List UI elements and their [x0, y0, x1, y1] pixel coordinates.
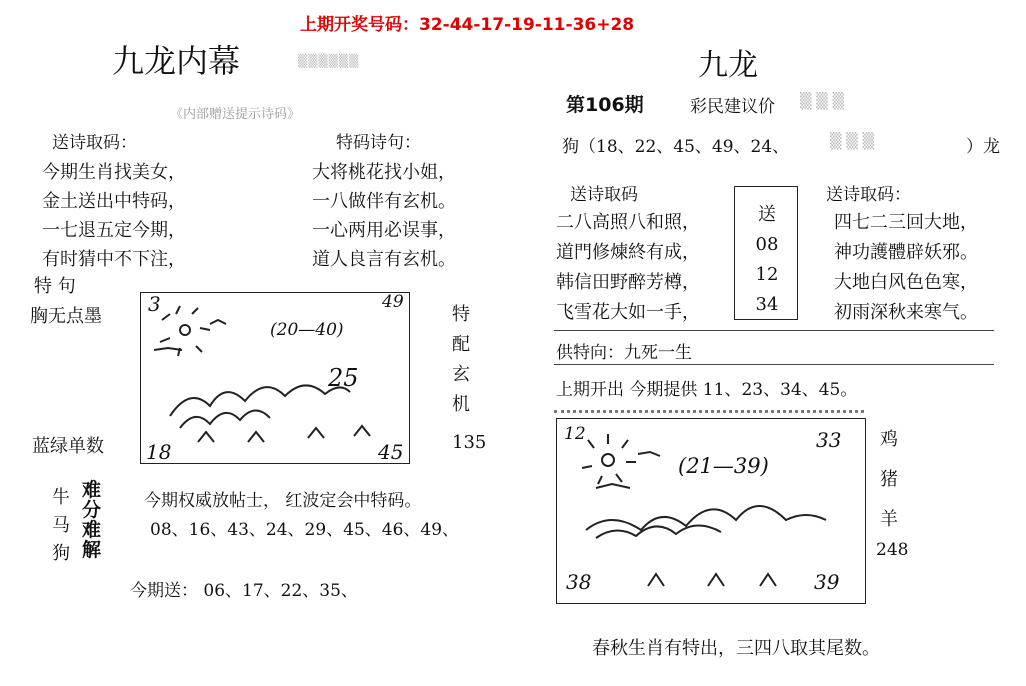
left-subtitle: 《内部赠送提示诗码》 [170, 107, 301, 122]
special-line: 胸无点墨 [30, 306, 102, 327]
dog-dragon-line-end: ）龙 [966, 137, 1000, 157]
poem-line: 一心两用必误事， [312, 220, 456, 241]
box-number-tl: 3 [148, 292, 161, 316]
special-title: 特 句 [34, 276, 76, 297]
left-poem-b [312, 158, 456, 274]
blue-green-label: 蓝绿单数 [32, 436, 104, 457]
dog-dragon-line-faint: ▒ ▒ ▒ [830, 132, 875, 150]
left-side-vertical: 特 配 玄 机 [452, 304, 470, 415]
right-poem-a-label: 送诗取码 [570, 185, 638, 205]
right-sketch-drawing [556, 418, 864, 602]
last-period-line: 上期开出 今期提供 11、23、34、45。 [556, 380, 858, 400]
box-number-tr: 33 [816, 428, 842, 452]
box-range: (20—40) [270, 320, 344, 340]
right-title: 九龙 [698, 48, 758, 83]
box-number-mid: 25 [328, 364, 359, 392]
gong-line: 供特向：九死一生 [556, 343, 692, 363]
box-number-tl: 12 [564, 424, 586, 444]
poem-line: 四七二三回大地， [834, 212, 978, 233]
issue-number: 第106期 [566, 94, 644, 116]
right-side-vertical: 鸡 猪 羊 [880, 429, 898, 530]
poem-line: 初雨深秋来寒气。 [834, 302, 978, 323]
box-number-br: 45 [378, 440, 404, 464]
right-poem-b [834, 208, 978, 328]
left-poem-a [42, 158, 186, 274]
poem-line: 一八做伴有玄机。 [312, 191, 456, 212]
right-poem-b-label: 送诗取码： [826, 185, 911, 205]
number-248: 248 [876, 540, 909, 560]
left-sketch-drawing [140, 292, 408, 462]
left-poem-a-label: 送诗取码： [52, 133, 137, 153]
poem-line: 神功護體辟妖邪。 [834, 242, 978, 263]
left-title: 九龙内幕 [112, 42, 241, 80]
poem-line: 大地白风色色寒， [834, 272, 978, 293]
box-number-br: 39 [814, 570, 840, 594]
poem-line: 今期生肖找美女， [42, 162, 186, 183]
number-list: 08、16、43、24、29、45、46、49、 [150, 520, 460, 540]
box-range: (21—39) [678, 454, 769, 478]
divider-line [554, 364, 994, 365]
poem-line: 飞雪花大如一手， [556, 302, 700, 323]
authority-line: 今期权威放帖士， 红波定会中特码。 [144, 491, 422, 511]
issue-text-faint: ▒ ▒ ▒ [800, 92, 845, 110]
number-135: 135 [452, 432, 487, 453]
poem-line: 大将桃花找小姐， [312, 162, 456, 183]
footer-line: 春秋生肖有特出，三四八取其尾数。 [592, 638, 880, 659]
issue-text: 彩民建议价 [690, 97, 775, 117]
zodiac-column: 牛 马 狗 [52, 487, 70, 564]
left-poem-b-label: 特码诗句： [336, 133, 421, 153]
poem-line: 道人良言有玄机。 [312, 249, 456, 270]
poem-line: 道門修煉終有成， [556, 242, 700, 263]
dog-dragon-line-start: 狗（18、22、45、49、24、 [562, 137, 790, 157]
send-code-column: 送 08 12 34 [755, 204, 779, 315]
poem-line: 金土送出中特码， [42, 191, 186, 212]
poem-line: 韩信田野醉芳樽， [556, 272, 700, 293]
send-numbers-line: 今期送： 06、17、22、35、 [130, 581, 358, 601]
divider-line [554, 330, 994, 331]
box-number-tr: 49 [382, 292, 404, 312]
faint-dotted-rule [554, 410, 864, 413]
right-poem-a [556, 208, 700, 328]
last-draw-banner: 上期开奖号码：32-44-17-19-11-36+28 [300, 15, 635, 35]
poem-line: 有时猜中不下注， [42, 249, 186, 270]
box-number-bl: 18 [146, 440, 172, 464]
box-number-bl: 38 [566, 570, 592, 594]
left-title-faint-note: ▒▒▒▒▒▒ [298, 54, 360, 68]
poem-line: 二八高照八和照， [556, 212, 700, 233]
hard-to-solve-column: 难 分 难 解 [82, 479, 102, 561]
poem-line: 一七退五定今期， [42, 220, 186, 241]
